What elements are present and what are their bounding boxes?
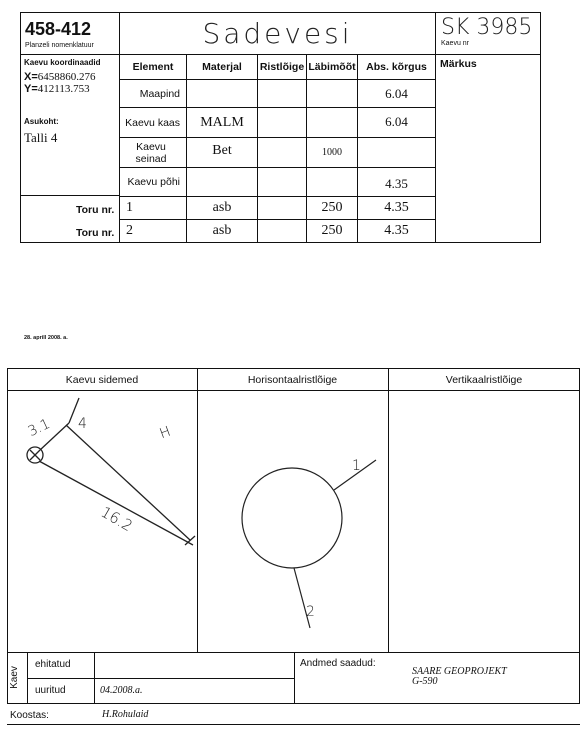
row3-material bbox=[186, 167, 258, 197]
location-value: Talli 4 bbox=[24, 130, 58, 145]
measured-value: 04.2008.a. bbox=[100, 685, 143, 696]
dim-label-a: 3.1 bbox=[25, 416, 53, 440]
th-diameter: Läbimõõt bbox=[306, 54, 358, 80]
sk-number: SK 3985 bbox=[441, 15, 533, 40]
measured-label: uuritud bbox=[35, 685, 66, 696]
row4-material: asb bbox=[186, 196, 258, 220]
row5-material: asb bbox=[186, 219, 258, 243]
title: Sadevesi bbox=[202, 17, 353, 50]
coord-x-value: 6458860.276 bbox=[37, 71, 96, 83]
footer-col-divider bbox=[294, 652, 295, 704]
map-code: 458-412 bbox=[25, 19, 92, 39]
footer-mid-line bbox=[27, 678, 294, 679]
pipe-row1-label: Toru nr. bbox=[76, 204, 115, 216]
row1-element: Kaevu kaas bbox=[119, 107, 187, 138]
built-label: ehitatud bbox=[35, 659, 71, 670]
row1-diameter bbox=[306, 107, 358, 138]
row1-section bbox=[257, 107, 307, 138]
sk-caption: Kaevu nr bbox=[441, 40, 470, 47]
coord-x-label: X= bbox=[24, 71, 38, 83]
row2-diameter: 1000 bbox=[306, 137, 358, 168]
author-value: H.Rohulaid bbox=[102, 709, 149, 720]
pipe-row2-label: Toru nr. bbox=[76, 227, 115, 239]
col-header-vertical: Vertikaalristlõige bbox=[445, 374, 523, 386]
th-element: Element bbox=[119, 54, 187, 80]
pipe-1-label: 1 bbox=[352, 458, 361, 474]
row3-height: 4.35 bbox=[357, 167, 436, 197]
coords-label: Kaevu koordinaadid bbox=[24, 58, 101, 67]
location-label: Asukoht: bbox=[24, 117, 59, 126]
row5-section bbox=[257, 219, 307, 243]
sketch-divider-1 bbox=[197, 368, 198, 653]
th-height: Abs. kõrgus bbox=[357, 54, 436, 80]
sketch-header-line bbox=[7, 390, 580, 391]
row4-diameter: 250 bbox=[306, 196, 358, 220]
map-code-caption: Planzeli nomenklatuur bbox=[25, 42, 94, 49]
row5-element: 2 bbox=[119, 219, 187, 243]
coord-y-label: Y= bbox=[24, 83, 38, 95]
footer-field-divider bbox=[94, 652, 95, 704]
row5-height: 4.35 bbox=[357, 219, 436, 243]
data-source-label: Andmed saadud: bbox=[300, 658, 376, 669]
row2-section bbox=[257, 137, 307, 168]
th-section: Ristlõige bbox=[257, 54, 307, 80]
title-box bbox=[119, 12, 436, 55]
sk-box bbox=[435, 12, 541, 55]
author-underline bbox=[7, 724, 580, 725]
data-source-line1: SAARE GEOPROJEKT bbox=[412, 666, 507, 677]
row1-material: MALM bbox=[186, 107, 258, 138]
row4-section bbox=[257, 196, 307, 220]
sketch-divider-2 bbox=[388, 368, 389, 653]
pipe-2-label: 2 bbox=[306, 604, 315, 620]
row3-section bbox=[257, 167, 307, 197]
row4-element: 1 bbox=[119, 196, 187, 220]
remarks-label: Märkus bbox=[440, 58, 477, 70]
row0-material bbox=[186, 79, 258, 108]
row3-diameter bbox=[306, 167, 358, 197]
row4-height: 4.35 bbox=[357, 196, 436, 220]
row2-material: Bet bbox=[186, 137, 258, 168]
coord-y bbox=[24, 83, 90, 95]
coord-x bbox=[24, 71, 96, 83]
dim-label-b: 4 bbox=[78, 416, 87, 432]
row2-height bbox=[357, 137, 436, 168]
row1-height: 6.04 bbox=[357, 107, 436, 138]
col-header-horizontal: Horisontaalristlõige bbox=[247, 374, 338, 386]
date-note: 28. aprill 2008. a. bbox=[24, 335, 68, 341]
data-source-line2: G-590 bbox=[412, 676, 438, 687]
row3-element: Kaevu põhi bbox=[119, 167, 187, 197]
row0-diameter bbox=[306, 79, 358, 108]
row0-height: 6.04 bbox=[357, 79, 436, 108]
coords-box bbox=[20, 54, 120, 196]
dim-label-d: 16.2 bbox=[97, 502, 136, 536]
row5-diameter: 250 bbox=[306, 219, 358, 243]
col-header-connections: Kaevu sidemed bbox=[65, 374, 139, 386]
code-box bbox=[20, 12, 120, 55]
coord-y-value: 412113.753 bbox=[37, 83, 90, 95]
kaev-label: Kaev bbox=[8, 666, 20, 689]
row2-element: Kaevu seinad bbox=[119, 137, 187, 168]
th-remarks bbox=[435, 54, 541, 243]
row0-section bbox=[257, 79, 307, 108]
sketch-frame bbox=[7, 368, 580, 653]
th-material: Materjal bbox=[186, 54, 258, 80]
dim-label-c: H bbox=[157, 423, 173, 443]
row0-element: Maapind bbox=[119, 79, 187, 108]
author-label: Koostas: bbox=[10, 710, 49, 721]
